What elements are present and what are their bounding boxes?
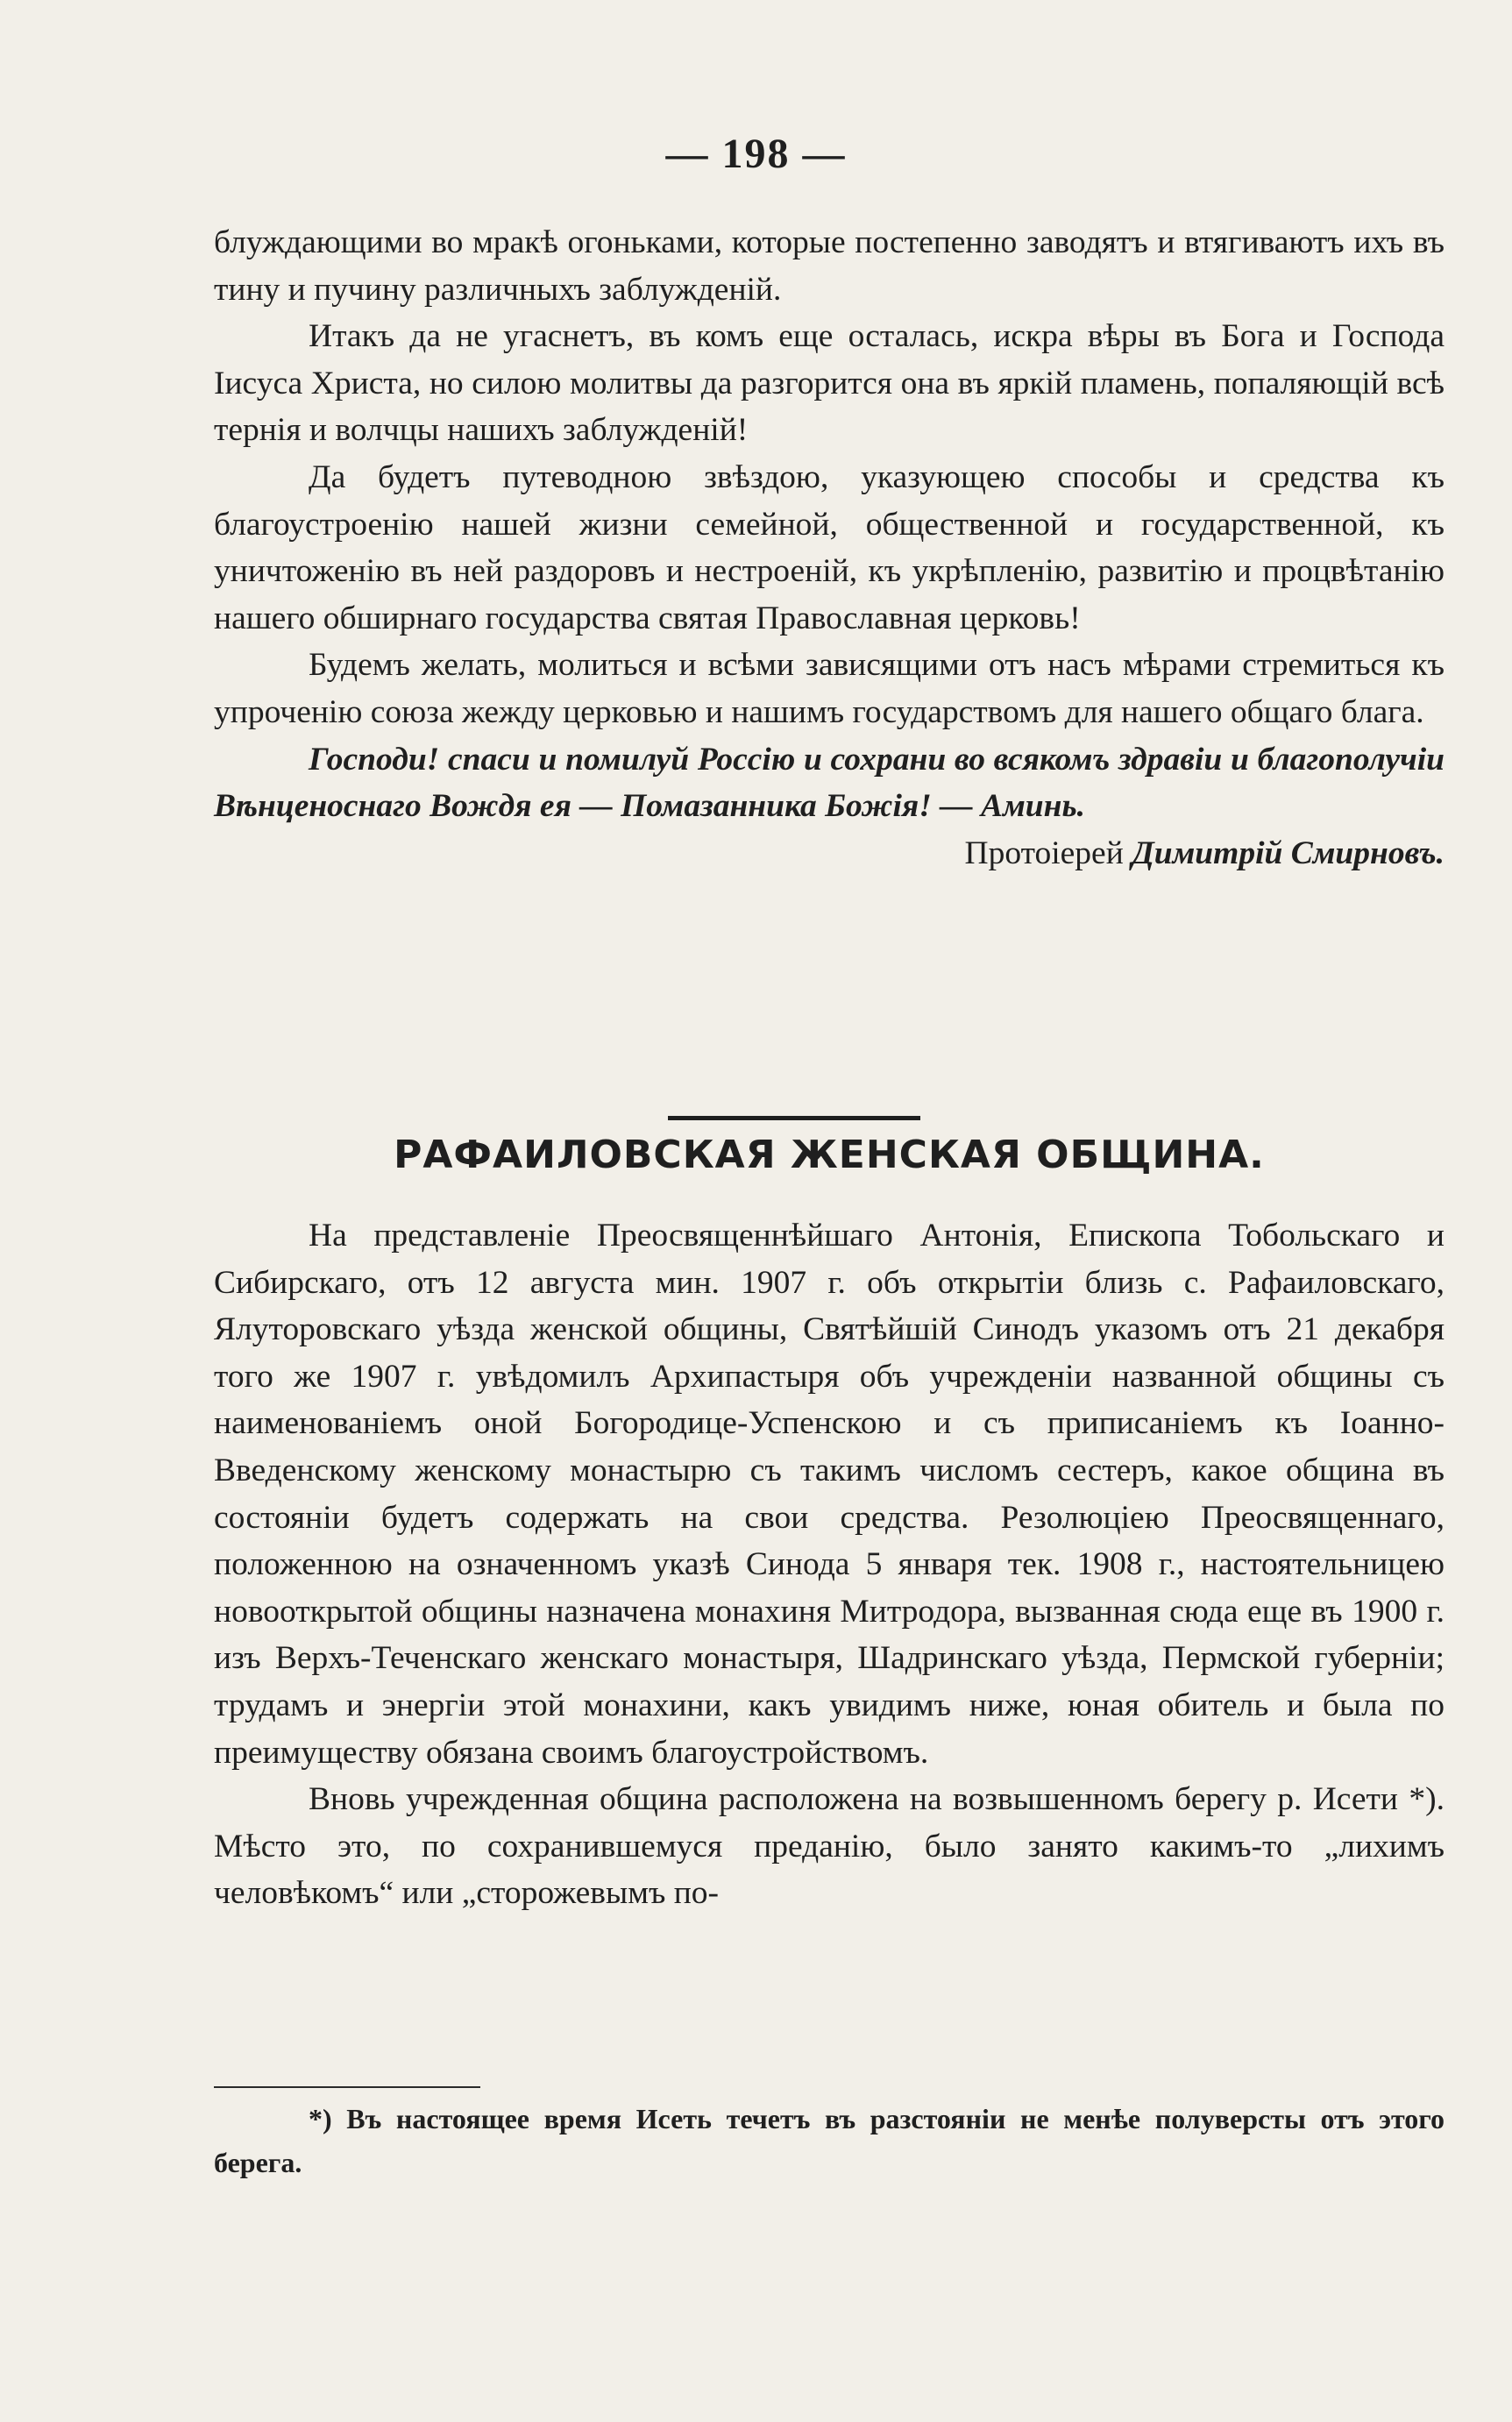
paragraph: Итакъ да не угаснетъ, въ комъ еще осталась, искра вѣры въ Бога и Господа Іисуса Христа, но силою молитвы да разгорится она въ яркій пламень, попаляющій всѣ тернія и волчцы нашихъ заблужденій! (214, 318, 1445, 449)
section-heading: РАФАИЛОВСКАЯ ЖЕНСКАЯ ОБЩИНА. (394, 1133, 1265, 1177)
article-text (214, 1212, 1445, 1917)
signature (214, 830, 1445, 877)
footnote (214, 2097, 1445, 2184)
signature-title: Протоіерей (964, 835, 1124, 871)
paragraph: блуждающими во мракѣ огоньками, которые постепенно заводятъ и втягиваютъ ихъ въ тину и пучину различныхъ заблужденій. (214, 224, 1445, 308)
paragraph: Да будетъ путеводною звѣздою, указующею способы и средства къ благоустроенію нашей жизни семейной, общественной и государственной, къ уничтоженію въ ней раздоровъ и нестроеній, къ укрѣпленію, развитію и процвѣтанію нашего обширнаго государства святая Православная церковь! (214, 458, 1445, 636)
signature-name: Димитрій Смирновъ. (1132, 835, 1445, 871)
closing-text (214, 219, 1445, 877)
paragraph: На представленіе Преосвященнѣйшаго Антонія, Епископа Тобольскаго и Сибирскаго, отъ 12 августа мин. 1907 г. объ открытіи близь с. Рафаиловскаго, Ялуторовскаго уѣзда женской общины, Святѣйшій Синодъ указомъ отъ 21 декабря того же 1907 г. увѣдомилъ Архипастыря объ учрежденіи названной общины съ наименованіемъ оной Богородице-Успенскою и съ приписаніемъ къ Іоанно-Введенскому женскому монастырю съ такимъ числомъ сестеръ, какое община въ состояніи будетъ содержать на свои средства. Резолюціею Преосвященнаго, положенною на означенномъ указѣ Синода 5 января тек. 1908 г., настоятельницею новооткрытой общины назначена монахиня Митродора, вызванная сюда еще въ 1900 г. изъ Верхъ-Теченскаго женскаго монастыря, Шадринскаго уѣзда, Пермской губерніи; трудамъ и энергіи этой монахини, какъ увидимъ ниже, юная обитель и была по преимуществу обязана своимъ благоустройствомъ. (214, 1218, 1445, 1771)
section-divider (668, 1116, 920, 1120)
footnote-text: *) Въ настоящее время Исеть течетъ въ разстояніи не менѣе полуверсты отъ этого берега. (214, 2103, 1445, 2178)
footnote-divider (214, 2086, 480, 2088)
prayer-paragraph: Господи! спаси и помилуй Россію и сохрани во всякомъ здравіи и благополучіи Вѣнценоснаго Вождя ея — Помазанника Божія! — Аминь. (214, 741, 1445, 825)
paragraph: Вновь учрежденная община расположена на возвышенномъ берегу р. Исети *). Мѣсто это, по сохранившемуся преданію, было занято какимъ-то „лихимъ человѣкомъ“ или „сторожевымъ по- (214, 1781, 1445, 1912)
paragraph: Будемъ желать, молиться и всѣми зависящими отъ насъ мѣрами стремиться къ упроченію союза жежду церковью и нашимъ государствомъ для нашего общаго блага. (214, 647, 1445, 730)
page-number: — 198 — (665, 131, 847, 177)
